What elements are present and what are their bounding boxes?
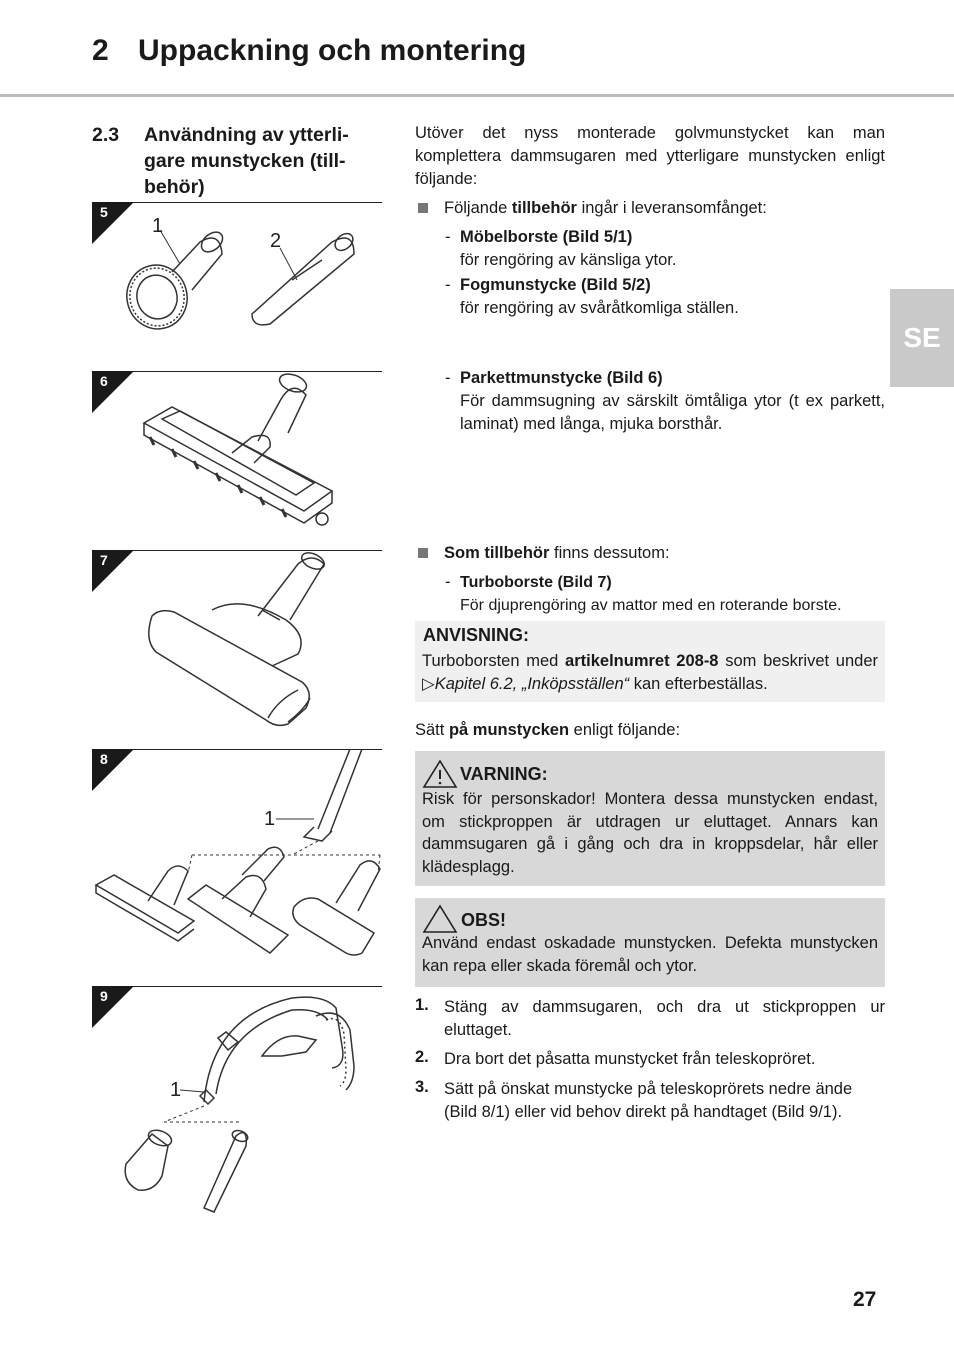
figure-number: 7 (100, 552, 108, 568)
list-dash: - (445, 573, 451, 591)
step-text: Stäng av dammsugaren, och dra ut stickproppen ur eluttaget. (444, 998, 885, 1039)
accessory-item (460, 274, 885, 320)
header-divider (0, 94, 954, 97)
telescopic-tube-with-nozzles-illustration (92, 749, 382, 969)
section-title-line: Användning av ytterli- (144, 124, 349, 146)
list-dash: - (445, 228, 451, 246)
warning-triangle-icon (422, 759, 458, 789)
step-number: 1. (415, 996, 429, 1014)
section-number: 2.3 (92, 124, 120, 146)
callout-label: 1 (264, 808, 276, 830)
callout-label: 2 (270, 230, 282, 252)
optional-accessories-line: Som tillbehör finns dessutom: (444, 544, 670, 562)
list-dash: - (445, 369, 451, 387)
accessory-item (460, 226, 885, 272)
bullet-square (418, 203, 428, 213)
note-box (415, 621, 885, 702)
attach-instruction: Sätt på munstycken enligt följande: (415, 721, 681, 739)
figure-number: 5 (100, 204, 108, 220)
intro-paragraph: Utöver det nyss monterade golvmunstycket kan man komplettera dammsugaren med ytterligare munstycken enligt följande: (415, 124, 885, 188)
language-tab: SE (890, 289, 954, 387)
figure-number: 6 (100, 373, 108, 389)
callout-label: 1 (152, 215, 164, 237)
step-text: Dra bort det påsatta munstycket från teleskopröret. (444, 1050, 816, 1068)
warning-body: Risk för personskador! Montera dessa munstycken endast, om stickproppen är utdragen ur eluttaget. Annars kan dammsugaren gå i gång och dra in kroppsdelar, hår eller klädesplagg. (422, 790, 878, 876)
section-title-line: behör) (144, 176, 205, 198)
caution-box (415, 898, 885, 987)
accessory-name: Möbelborste (Bild 5/1) (460, 228, 633, 246)
callout-label: 1 (170, 1079, 182, 1101)
accessory-desc: för rengöring av svåråtkomliga ställen. (460, 299, 739, 317)
note-title: ANVISNING: (423, 625, 530, 645)
chapter-number: 2 (92, 34, 109, 67)
bullet-square (418, 548, 428, 558)
included-accessories-line: Följande tillbehör ingår i leveransomfånget: (444, 199, 767, 217)
accessory-desc: för rengöring av känsliga ytor. (460, 251, 677, 269)
figure-8 (92, 749, 382, 969)
figure-7 (92, 550, 382, 730)
accessory-name: Fogmunstycke (Bild 5/2) (460, 276, 651, 294)
reference-arrow-icon: ▷ (422, 674, 435, 693)
section-title (144, 122, 384, 200)
warning-title: VARNING: (460, 764, 548, 784)
list-dash: - (445, 276, 451, 294)
note-body: Turboborsten med artikelnumret 208-8 som beskrivet under ▷Kapitel 6.2, „Inköpsställen“ kan efterbeställas. (422, 652, 879, 693)
chapter-title (92, 34, 526, 68)
furniture-brush-and-crevice-tool-illustration (92, 202, 382, 352)
step-number: 3. (415, 1078, 429, 1096)
accessory-item (460, 571, 885, 617)
figure-6 (92, 371, 382, 536)
step-text: Sätt på önskat munstycke på teleskoprörets nedre ände (Bild 8/1) eller vid behov direkt på handtaget (Bild 9/1). (444, 1080, 853, 1121)
caution-title: OBS! (461, 910, 506, 930)
accessory-name: Parkettmunstycke (Bild 6) (460, 369, 663, 387)
figure-5 (92, 202, 382, 352)
page-number: 27 (853, 1288, 877, 1311)
chapter-reference: Kapitel 6.2, „Inköpsställen“ (434, 674, 630, 693)
figure-9 (92, 986, 382, 1216)
parquet-nozzle-illustration (92, 371, 382, 536)
handle-with-nozzles-illustration (92, 986, 382, 1216)
accessory-item (460, 367, 885, 436)
figure-number: 9 (100, 988, 108, 1004)
section-title-line: gare munstycken (till- (144, 150, 346, 172)
chapter-title-text: Uppackning och montering (138, 34, 527, 67)
figure-number: 8 (100, 751, 108, 767)
turbo-brush-illustration (92, 550, 382, 730)
caution-body: Använd endast oskadade munstycken. Defekta munstycken kan repa eller skada föremål och ytor. (422, 934, 878, 975)
accessory-desc: För djuprengöring av mattor med en roterande borste. (460, 597, 842, 614)
step-number: 2. (415, 1048, 429, 1066)
accessory-desc: För dammsugning av särskilt ömtåliga ytor (t ex parkett, laminat) med långa, mjuka borsthår. (460, 392, 885, 433)
caution-triangle-icon (422, 904, 458, 934)
warning-box (415, 751, 885, 886)
accessory-name: Turboborste (Bild 7) (460, 574, 612, 591)
